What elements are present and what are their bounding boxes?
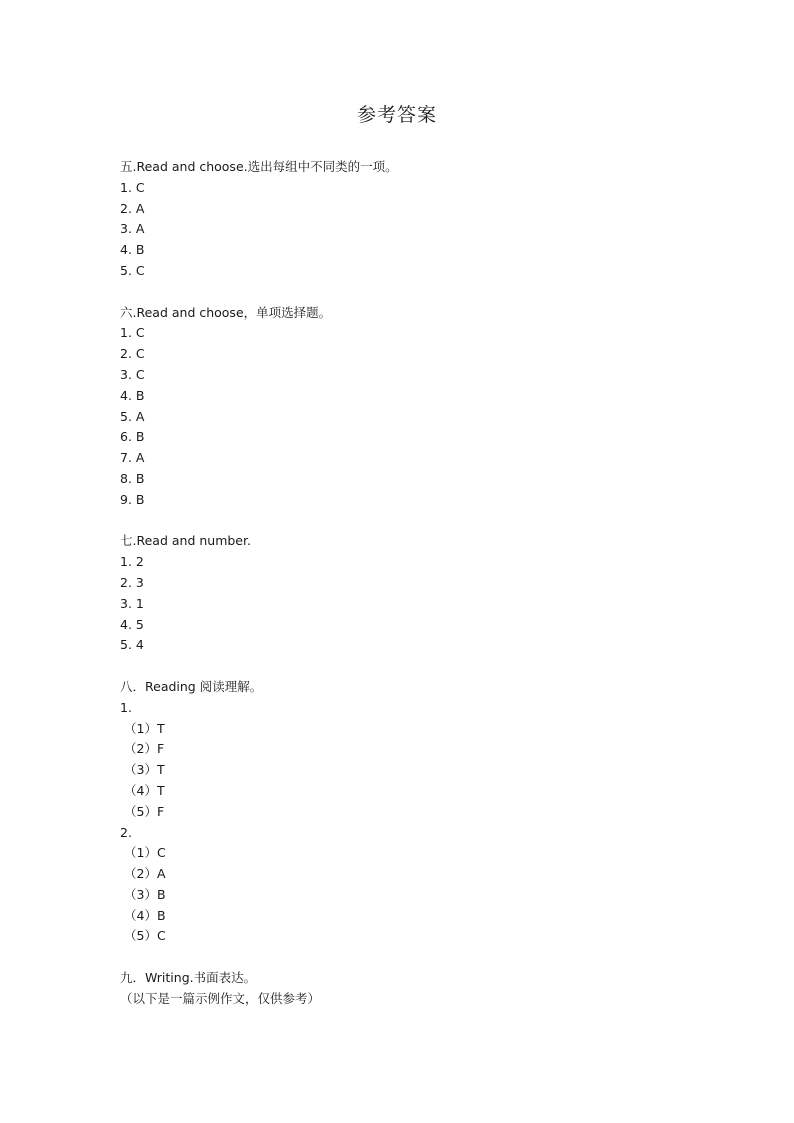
- answer-item: 4. 5: [120, 616, 144, 632]
- section-seven: [120, 531, 720, 656]
- answer-item: 5. 4: [120, 637, 144, 653]
- answer-item: （4）B: [124, 907, 166, 923]
- question-group-label: 1.: [120, 699, 132, 715]
- section-eight: [120, 677, 720, 947]
- answer-item: 7. A: [120, 450, 145, 466]
- answer-item: （1）T: [124, 720, 165, 736]
- answer-item: 1. C: [120, 179, 145, 195]
- answer-item: 2. 3: [120, 574, 144, 590]
- section-heading: 五.Read and choose.选出每组中不同类的一项。: [120, 159, 398, 174]
- answer-item: 3. C: [120, 366, 145, 382]
- answer-item: （2）F: [124, 741, 165, 757]
- section-heading: 七.Read and number.: [120, 533, 251, 549]
- answer-key-content: [120, 157, 720, 1010]
- answer-item: （5）C: [124, 928, 166, 944]
- page-title: 参考答案: [356, 104, 437, 126]
- section-six: [120, 303, 720, 511]
- section-heading: 九．Writing.书面表达。: [120, 970, 257, 986]
- answer-item: （3）T: [124, 762, 165, 778]
- answer-item: 2. A: [120, 200, 145, 216]
- section-heading: 六.Read and choose，单项选择题。: [120, 304, 332, 320]
- answer-item: 3. A: [120, 221, 145, 237]
- answer-item: 1. 2: [120, 554, 144, 570]
- answer-item: 5. C: [120, 262, 145, 278]
- section-nine: [120, 968, 720, 1010]
- answer-item: 9. B: [120, 491, 145, 507]
- answer-item: 4. B: [120, 242, 145, 258]
- writing-note: （以下是一篇示例作文，仅供参考）: [120, 990, 321, 1006]
- answer-item: （1）C: [124, 845, 166, 861]
- answer-item: 6. B: [120, 429, 145, 445]
- answer-item: （5）F: [124, 803, 165, 819]
- answer-item: 3. 1: [120, 595, 144, 611]
- answer-item: 1. C: [120, 325, 145, 341]
- answer-item: （3）B: [124, 886, 166, 902]
- answer-item: 2. C: [120, 346, 145, 362]
- section-heading: 八．Reading 阅读理解。: [120, 678, 263, 694]
- answer-item: （2）A: [124, 866, 166, 882]
- answer-item: 5. A: [120, 408, 145, 424]
- section-five: [120, 157, 720, 282]
- answer-item: 8. B: [120, 470, 145, 486]
- answer-item: （4）T: [124, 782, 165, 798]
- question-group-label: 2.: [120, 824, 132, 840]
- answer-item: 4. B: [120, 387, 145, 403]
